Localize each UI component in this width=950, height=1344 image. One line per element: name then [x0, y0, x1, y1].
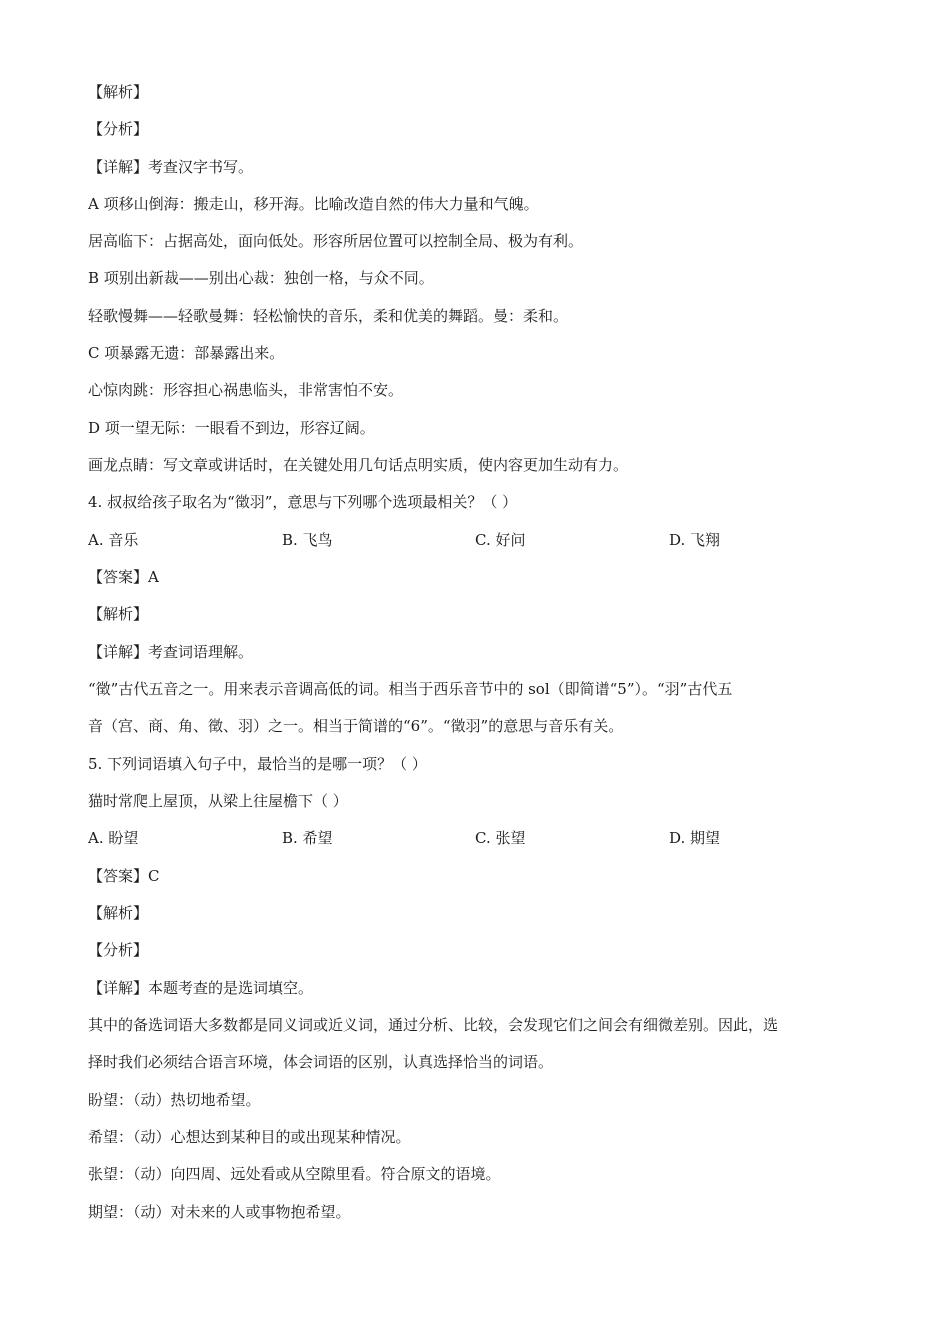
- q4-option-a: A. 音乐: [88, 531, 139, 549]
- q4-explanation-2: 音（宫、商、角、徵、羽）之一。相当于简谱的“6”。“徵羽”的意思与音乐有关。: [88, 717, 624, 735]
- q5-definition-zhangwang: 张望：（动）向四周、远处看或从空隙里看。符合原文的语境。: [88, 1165, 501, 1183]
- analysis-heading: 【解析】: [88, 83, 149, 101]
- q5-explanation-2: 择时我们必须结合语言环境，体会词语的区别，认真选择恰当的词语。: [88, 1053, 554, 1071]
- q5-option-b: B. 希望: [282, 829, 333, 847]
- q5-detail-heading: 【详解】本题考查的是选词填空。: [88, 979, 314, 997]
- q5-analysis-heading: 【解析】: [88, 904, 149, 922]
- q5-option-d: D. 期望: [669, 829, 721, 847]
- q4-explanation-1: “徵”古代五音之一。用来表示音调高低的词。相当于西乐音节中的 sol（即简谱“5”）。“羽”古代五: [88, 680, 733, 698]
- q5-definition-xiwang: 希望：（动）心想达到某种目的或出现某种情况。: [88, 1128, 411, 1146]
- q5-sentence: 猫时常爬上屋顶，从梁上往屋檐下（ ）: [88, 792, 348, 810]
- option-b-explanation-2: 轻歌慢舞——轻歌曼舞：轻松愉快的音乐，柔和优美的舞蹈。曼：柔和。: [88, 307, 569, 325]
- q5-answer: 【答案】C: [88, 867, 160, 885]
- q5-option-c: C. 张望: [475, 829, 526, 847]
- option-c-explanation-2: 心惊肉跳：形容担心祸患临头，非常害怕不安。: [88, 381, 404, 399]
- option-d-explanation-2: 画龙点睛：写文章或讲话时，在关键处用几句话点明实质，使内容更加生动有力。: [88, 456, 629, 474]
- option-a-explanation: A 项移山倒海：搬走山，移开海。比喻改造自然的伟大力量和气魄。: [88, 195, 539, 213]
- q4-option-c: C. 好问: [475, 531, 526, 549]
- q4-option-b: B. 飞鸟: [282, 531, 333, 549]
- q4-option-d: D. 飞翔: [669, 531, 721, 549]
- q5-breakdown-heading: 【分析】: [88, 941, 149, 959]
- q4-detail-heading: 【详解】考查词语理解。: [88, 643, 254, 661]
- option-d-explanation: D 项一望无际：一眼看不到边，形容辽阔。: [88, 419, 375, 437]
- option-b-explanation: B 项别出新裁——别出心裁：独创一格，与众不同。: [88, 269, 434, 287]
- question-5: 5. 下列词语填入句子中，最恰当的是哪一项？（ ）: [88, 755, 427, 773]
- q5-explanation-1: 其中的备选词语大多数都是同义词或近义词，通过分析、比较，会发现它们之间会有细微差别。因此，选: [88, 1016, 779, 1034]
- q4-answer: 【答案】A: [88, 568, 159, 586]
- q4-analysis-heading: 【解析】: [88, 605, 149, 623]
- option-a-explanation-2: 居高临下：占据高处，面向低处。形容所居位置可以控制全局、极为有利。: [88, 232, 584, 250]
- breakdown-heading: 【分析】: [88, 120, 149, 138]
- q5-definition-panwang: 盼望：（动）热切地希望。: [88, 1091, 261, 1109]
- detail-heading: 【详解】考查汉字书写。: [88, 158, 254, 176]
- question-4: 4. 叔叔给孩子取名为“徵羽”，意思与下列哪个选项最相关？（ ）: [88, 493, 518, 511]
- option-c-explanation: C 项暴露无遗：部暴露出来。: [88, 344, 285, 362]
- q5-definition-qiwang: 期望：（动）对未来的人或事物抱希望。: [88, 1203, 351, 1221]
- q5-option-a: A. 盼望: [88, 829, 139, 847]
